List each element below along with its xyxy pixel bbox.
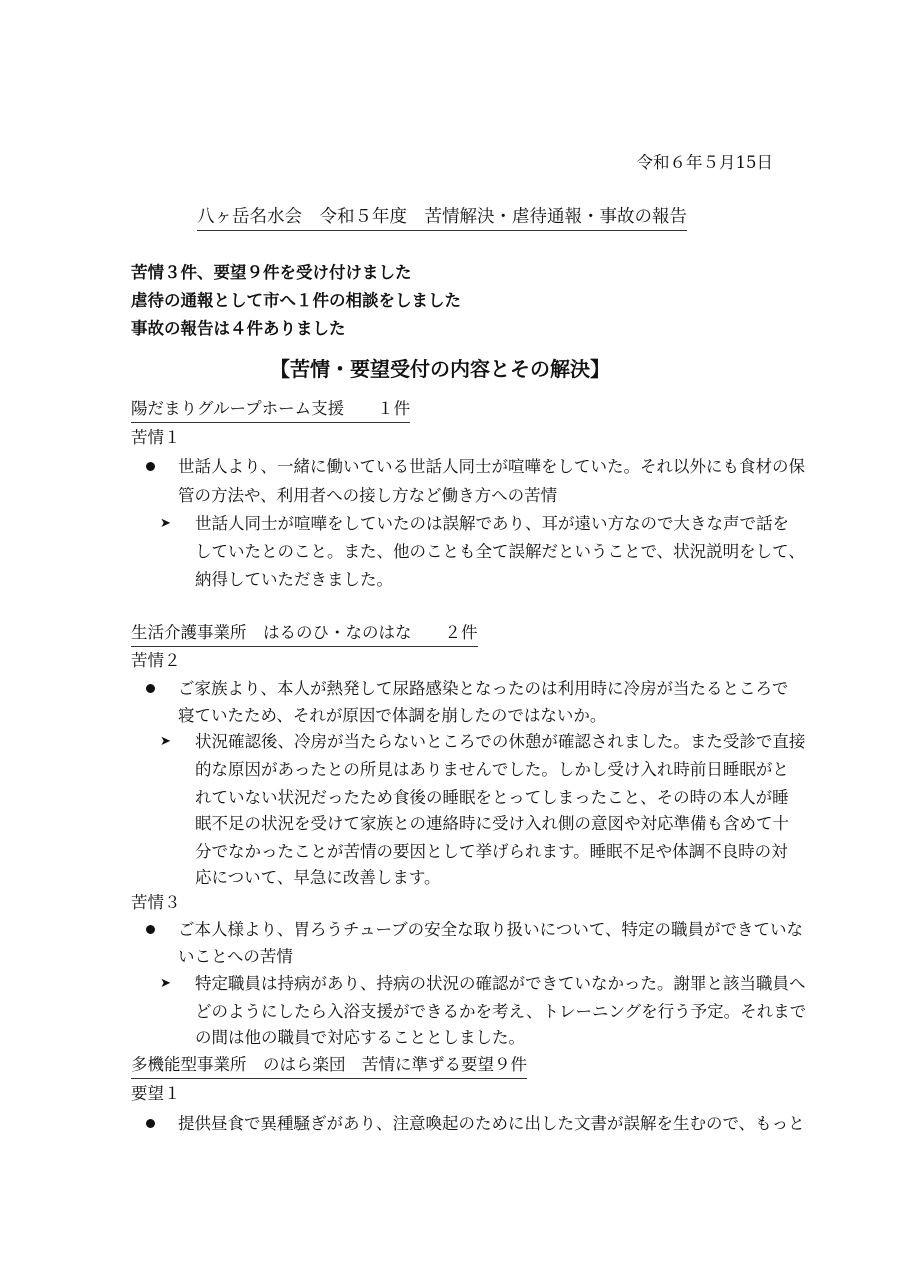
bullet-line: 管の方法や、利用者への接し方など働き方への苦情 (178, 486, 558, 505)
response-line: 分でなかったことが苦情の要因として挙げられます。睡眠不足や体調不良時の対 (195, 842, 788, 861)
bullet-icon (146, 925, 155, 934)
bullet-line: 寝ていたため、それが原因で体調を崩したのではないか。 (178, 706, 607, 725)
response-line: 状況確認後、冷房が当たらないところでの休憩が確認されました。また受診で直接 (195, 732, 806, 751)
response-line: 的な原因があったとの所見はありませんでした。しかし受け入れ時前日睡眠がと (195, 760, 789, 779)
response-line: の間は他の職員で対応することとしました。 (195, 1028, 525, 1047)
item-label: 苦情３ (131, 893, 181, 912)
arrowhead-icon: ➤ (160, 516, 171, 531)
response-line: 納得していただきました。 (195, 570, 393, 589)
bullet-line: いことへの苦情 (178, 947, 293, 966)
arrowhead-icon: ➤ (160, 734, 171, 749)
response-line: 応について、早急に改善します。 (195, 868, 441, 887)
summary-line: 事故の報告は４件ありました (131, 319, 346, 338)
item-label: 苦情２ (131, 651, 181, 670)
bullet-line: ご本人様より、胃ろうチューブの安全な取り扱いについて、特定の職員ができていな (178, 920, 804, 939)
section-title: 多機能型事業所 のはら楽団 苦情に準ずる要望９件 (131, 1054, 527, 1079)
section-title: 生活介護事業所 はるのひ・なのはな ２件 (131, 622, 478, 647)
response-line: れていない状況だったため食後の睡眠をとってしまったこと、その時の本人が睡 (195, 788, 789, 807)
response-line: 特定職員は持病があり、持病の状況の確認ができていなかった。謝罪と該当職員へ (195, 974, 806, 993)
item-label: 要望１ (131, 1084, 181, 1103)
bullet-icon (146, 1119, 155, 1128)
bullet-icon (146, 684, 155, 693)
bullet-icon (146, 462, 155, 471)
section-heading: 【苦情・要望受付の内容とその解決】 (270, 357, 610, 381)
bullet-line: 世話人より、一緒に働いている世話人同士が喧嘩をしていた。それ以外にも食材の保 (178, 457, 805, 476)
item-label: 苦情１ (131, 428, 181, 447)
bullet-line: ご家族より、本人が熱発して尿路感染となったのは利用時に冷房が当たるところで (178, 679, 789, 698)
document-date: 令和６年５月15日 (636, 153, 773, 172)
document-title: 八ヶ岳名水会 令和５年度 苦情解決・虐待通報・事故の報告 (197, 206, 687, 231)
response-line: 世話人同士が喧嘩をしていたのは誤解であり、耳が遠い方なので大きな声で話を (195, 514, 789, 533)
bullet-line: 提供昼食で異種騒ぎがあり、注意喚起のために出した文書が誤解を生むので、もっと (178, 1114, 805, 1133)
response-line: どのようにしたら入浴支援ができるかを考え、トレーニングを行う予定。それまで (195, 1002, 807, 1021)
section-title: 陽だまりグループホーム支援 １件 (131, 398, 410, 423)
summary-line: 虐待の通報として市へ１件の相談をしました (131, 291, 461, 310)
response-line: していたとのこと。また、他のことも全て誤解だということで、状況説明をして、 (195, 542, 805, 561)
summary-line: 苦情３件、要望９件を受け付けました (131, 263, 412, 282)
arrowhead-icon: ➤ (160, 976, 171, 991)
response-line: 眠不足の状況を受けて家族との連絡時に受け入れ側の意図や対応準備も含めて十 (195, 814, 789, 833)
